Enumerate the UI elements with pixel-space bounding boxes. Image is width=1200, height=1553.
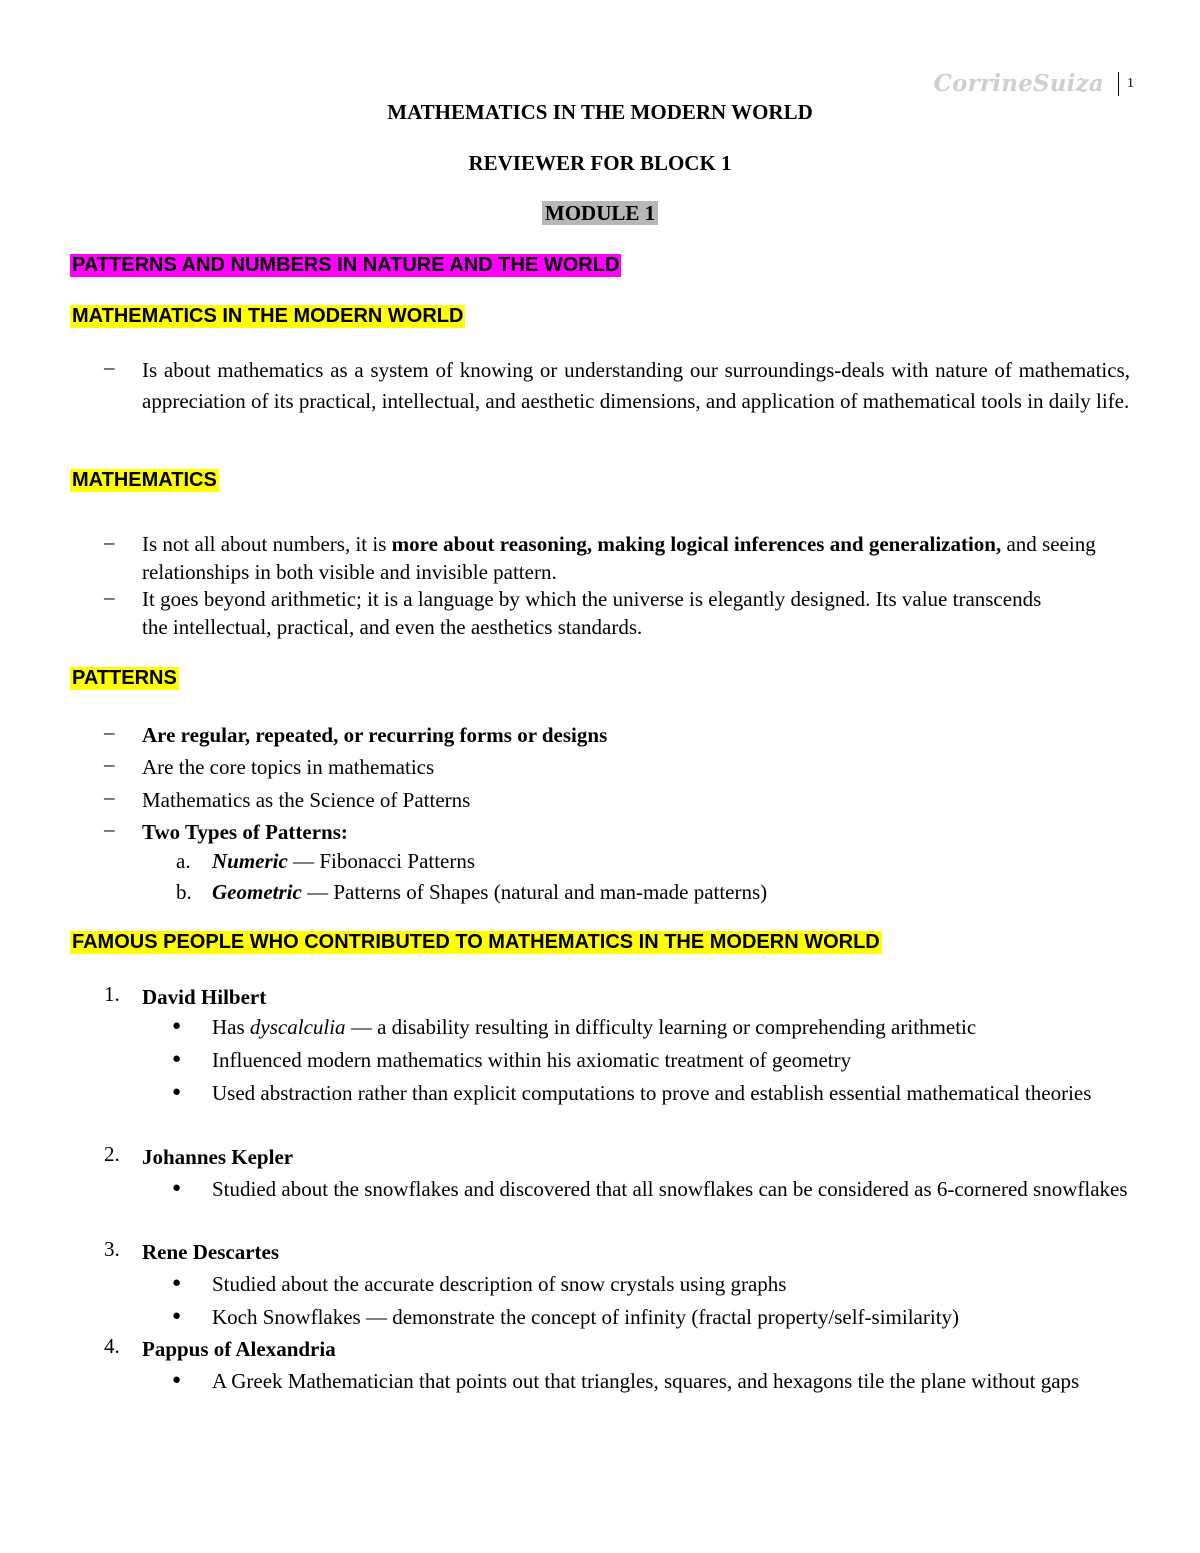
section-title: PATTERNS AND NUMBERS IN NATURE AND THE WORLD [72,254,620,276]
hilbert-fact-1-post: — a disability resulting in difficulty learning or comprehending arithmetic [345,1015,977,1039]
mmw-definition: Is about mathematics as a system of knowing or understanding our surroundings-deals with nature of mathematics, appreciation of its practical, intellectual, and aesthetic dimensions, and application of mathematical tools in daily life. [142,358,1130,413]
hilbert-fact-1-term: dyscalculia [249,1015,346,1039]
bullet-icon: ● [172,1372,182,1388]
dash-marker: – [104,355,115,379]
math-item-1 [142,530,1132,586]
author-brand: CorrineSuiza [933,70,1104,97]
hilbert-fact-1 [212,1011,1132,1043]
module-label [0,201,1200,226]
bullet-icon: ● [172,1275,182,1291]
type-numeric [212,849,475,874]
person-name-kepler-text: Johannes Kepler [142,1145,294,1169]
heading-famous-people: FAMOUS PEOPLE WHO CONTRIBUTED TO MATHEMATICS IN THE MODERN WORLD [72,931,880,953]
type-letter: b. [176,880,192,904]
person-name-hilbert-text: David Hilbert [142,985,267,1009]
math-item-1-emphasis: more about reasoning, making logical inferences and generalization, [391,532,1002,556]
document-title: MATHEMATICS IN THE MODERN WORLD [387,100,813,124]
heading-mmw: MATHEMATICS IN THE MODERN WORLD [72,305,464,327]
dash-marker: – [104,720,115,744]
type-numeric-name: Numeric [212,849,288,873]
math-item-1-post: and seeing relationships in both visible and invisible pattern. [142,532,1096,584]
descartes-fact-2: Koch Snowflakes — demonstrate the concept of infinity (fractal property/self-similarity) [212,1305,960,1329]
type-numeric-desc: — Fibonacci Patterns [287,849,476,873]
hilbert-fact-3: Used abstraction rather than explicit computations to prove and establish essential mathematical theories [212,1081,1092,1105]
person-number: 4. [104,1334,120,1358]
bullet-icon: ● [172,1084,182,1100]
page-header [934,70,1134,97]
hilbert-fact-2: Influenced modern mathematics within his axiomatic treatment of geometry [212,1048,852,1072]
person-name-kepler [142,1142,293,1173]
bullet-icon: ● [172,1051,182,1067]
pappus-fact-1: A Greek Mathematician that points out that triangles, squares, and hexagons tile the plane without gaps [212,1369,1080,1393]
dash-marker: – [104,817,115,841]
heading-mathematics: MATHEMATICS [72,469,217,491]
kepler-fact-1: Studied about the snowflakes and discovered that all snowflakes can be considered as 6-cornered snowflakes [212,1177,1128,1201]
bullet-icon: ● [172,1018,182,1034]
dash-marker: – [104,530,115,554]
person-name-hilbert [142,982,266,1013]
dash-marker: – [104,752,115,776]
heading-patterns: PATTERNS [72,667,177,689]
patterns-item-4 [142,817,348,848]
person-name-descartes [142,1237,279,1268]
patterns-item-1 [142,720,607,751]
type-geometric-desc: — Patterns of Shapes (natural and man-made patterns) [301,880,768,904]
patterns-item-4-text: Two Types of Patterns: [142,820,348,844]
type-letter: a. [176,849,191,873]
person-number: 1. [104,982,120,1006]
person-name-pappus-text: Pappus of Alexandria [142,1337,336,1361]
document-subtitle: REVIEWER FOR BLOCK 1 [468,151,732,175]
patterns-item-3: Mathematics as the Science of Patterns [142,788,471,812]
person-name-descartes-text: Rene Descartes [142,1240,280,1264]
math-item-1-pre: Is not all about numbers, it is [142,532,392,556]
type-geometric-name: Geometric [212,880,302,904]
type-geometric [212,880,767,905]
module-label-text: MODULE 1 [542,201,658,225]
patterns-item-2: Are the core topics in mathematics [142,755,435,779]
person-number: 2. [104,1142,120,1166]
page-number: 1 [1127,75,1134,91]
bullet-icon: ● [172,1180,182,1196]
person-number: 3. [104,1237,120,1261]
person-name-pappus [142,1334,336,1365]
hilbert-fact-1-pre: Has [212,1015,250,1039]
bullet-icon: ● [172,1308,182,1324]
math-item-2: It goes beyond arithmetic; it is a language by which the universe is elegantly designed. Its value transcends the intellectual, practical, and even the aesthetics standards. [142,587,1042,639]
dash-marker: – [104,585,115,609]
descartes-fact-1: Studied about the accurate description of snow crystals using graphs [212,1272,787,1296]
patterns-item-1-text: Are regular, repeated, or recurring forms or designs [142,723,608,747]
dash-marker: – [104,785,115,809]
header-divider [1118,72,1119,96]
